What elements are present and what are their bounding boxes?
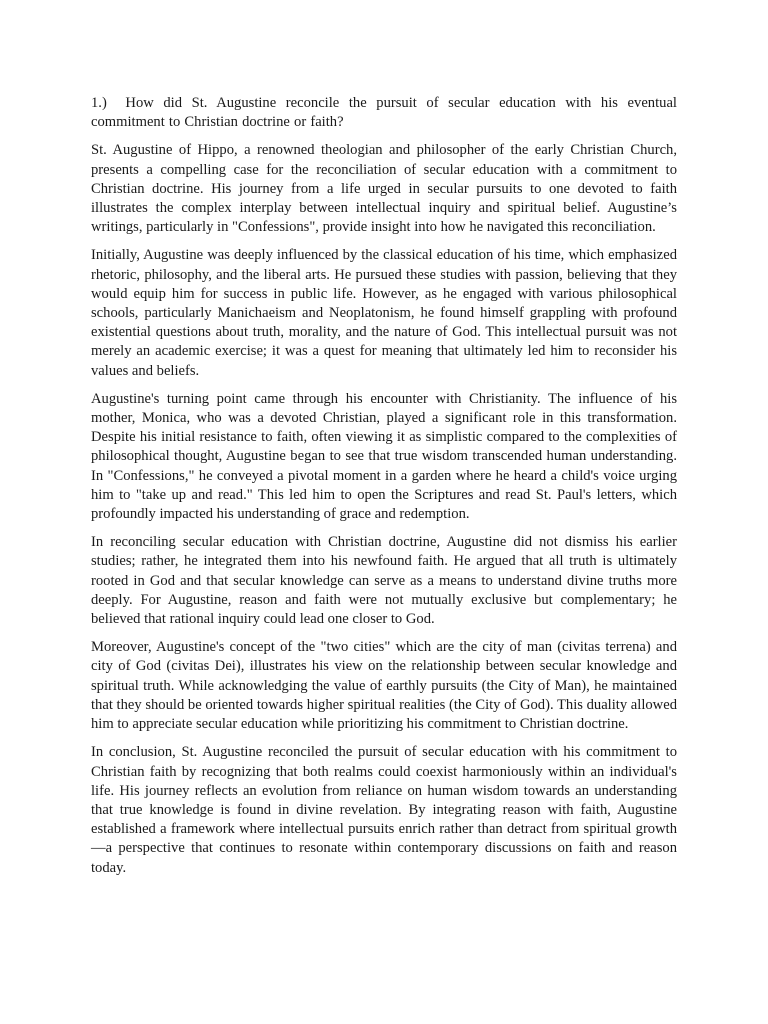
question-heading [91,94,677,132]
question-text: How did St. Augustine reconcile the pursuit of secular education with his eventual commitment to Christian doctrine or faith? [91,95,677,131]
question-number: 1.) [91,95,107,111]
paragraph-reconciling: In reconciling secular education with Christian doctrine, Augustine did not dismiss his earlier studies; rather, he integrated them into his newfound faith. He argued that all truth is ultimately rooted in God and that secular knowledge can serve as a means to understand divine truths more deeply. For Augustine, reason and faith were not mutually exclusive but complementary; he believed that rational inquiry could lead one closer to God. [91,534,677,628]
paragraph-intro: St. Augustine of Hippo, a renowned theologian and philosopher of the early Christian Church, presents a compelling case for the reconciliation of secular education with a commitment to Christian doctrine. His journey from a life urged in secular pursuits to one devoted to faith illustrates the complex interplay between intellectual inquiry and spiritual belief. Augustine’s writings, particularly in "Confessions", provide insight into how he navigated this reconciliation. [91,142,677,236]
paragraph-two-cities: Moreover, Augustine's concept of the "two cities" which are the city of man (civitas terrena) and city of God (civitas Dei), illustrates his view on the relationship between secular knowledge and spiritual truth. While acknowledging the value of earthly pursuits (the City of Man), he maintained that they should be oriented towards higher spiritual realities (the City of God). This duality allowed him to appreciate secular education while prioritizing his commitment to Christian doctrine. [91,639,677,733]
paragraph-conclusion: In conclusion, St. Augustine reconciled the pursuit of secular education with his commitment to Christian faith by recognizing that both realms could coexist harmoniously within an individual's life. His journey reflects an evolution from reliance on human wisdom towards an understanding that true knowledge is found in divine revelation. By integrating reason with faith, Augustine established a framework where intellectual pursuits enrich rather than detract from spiritual growth—a perspective that continues to resonate within contemporary discussions on faith and reason today. [91,744,677,876]
paragraph-classical-education: Initially, Augustine was deeply influenced by the classical education of his time, which emphasized rhetoric, philosophy, and the liberal arts. He pursued these studies with passion, believing that they would equip him for success in public life. However, as he engaged with various philosophical schools, particularly Manichaeism and Neoplatonism, he found himself grappling with profound existential questions about truth, morality, and the nature of God. This intellectual pursuit was not merely an academic exercise; it was a quest for meaning that ultimately led him to reconsider his values and beliefs. [91,247,677,379]
paragraph-turning-point: Augustine's turning point came through his encounter with Christianity. The influence of his mother, Monica, who was a devoted Christian, played a significant role in this transformation. Despite his initial resistance to faith, often viewing it as simplistic compared to the complexities of philosophical thought, Augustine began to see that true wisdom transcended human understanding. In "Confessions," he conveyed a pivotal moment in a garden where he heard a child's voice urging him to "take up and read." This led him to open the Scriptures and read St. Paul's letters, which profoundly impacted his understanding of grace and redemption. [91,390,677,523]
document-page [91,94,677,887]
